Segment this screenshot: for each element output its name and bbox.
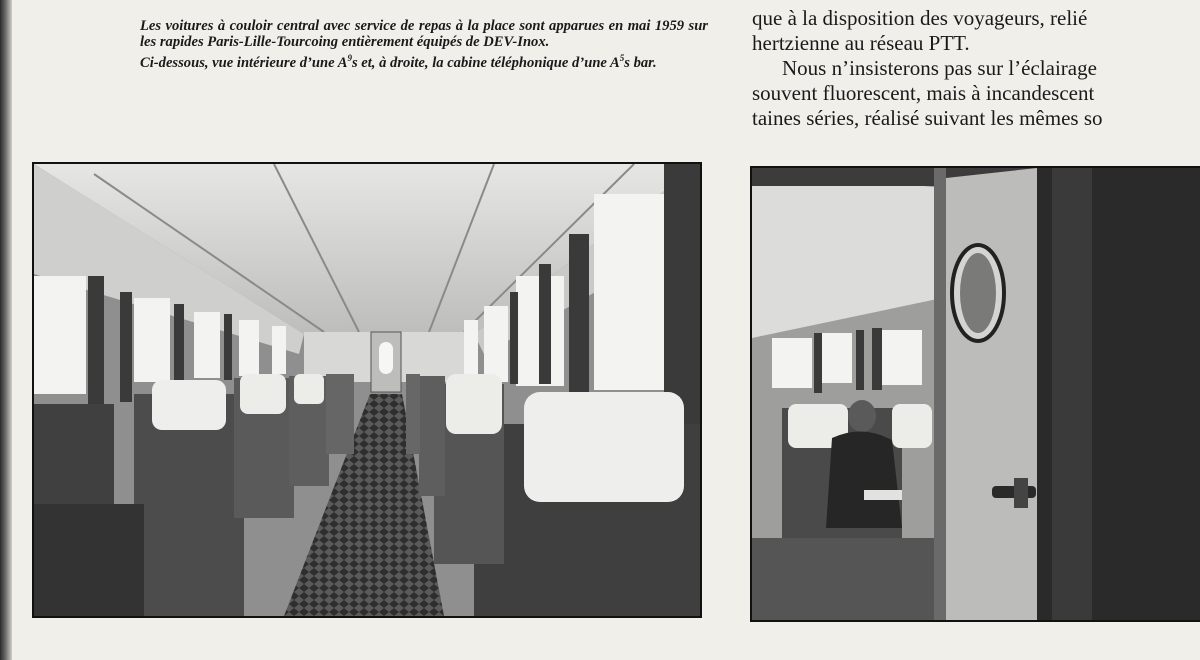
article-line: hertzienne au réseau PTT. — [752, 31, 970, 55]
caption-paragraph-2: Ci-dessous, vue intérieure d’une $A^9s$ et, à droite, la cabine téléphonique d’une $A^5s$ bar. — [140, 53, 657, 71]
article-text-column — [752, 6, 1200, 131]
caption-paragraph-1: Les voitures à couloir central avec service de repas à la place sont apparues en mai 1959 sur les rapides Paris-Lille-Tourcoing entièrement équipés de DEV-Inox. — [140, 18, 708, 50]
telephone-cabin-photo — [750, 166, 1200, 622]
page-binding-shadow — [0, 0, 12, 660]
article-line: souvent fluorescent, mais à incandescent — [752, 81, 1095, 105]
photo-caption — [140, 18, 708, 71]
article-line: Nous n’insisterons pas sur l’éclairage — [782, 56, 1097, 80]
interior-view-photo — [32, 162, 702, 618]
article-line: taines séries, réalisé suivant les mêmes so — [752, 106, 1103, 130]
article-line: que à la disposition des voyageurs, relié — [752, 6, 1088, 30]
